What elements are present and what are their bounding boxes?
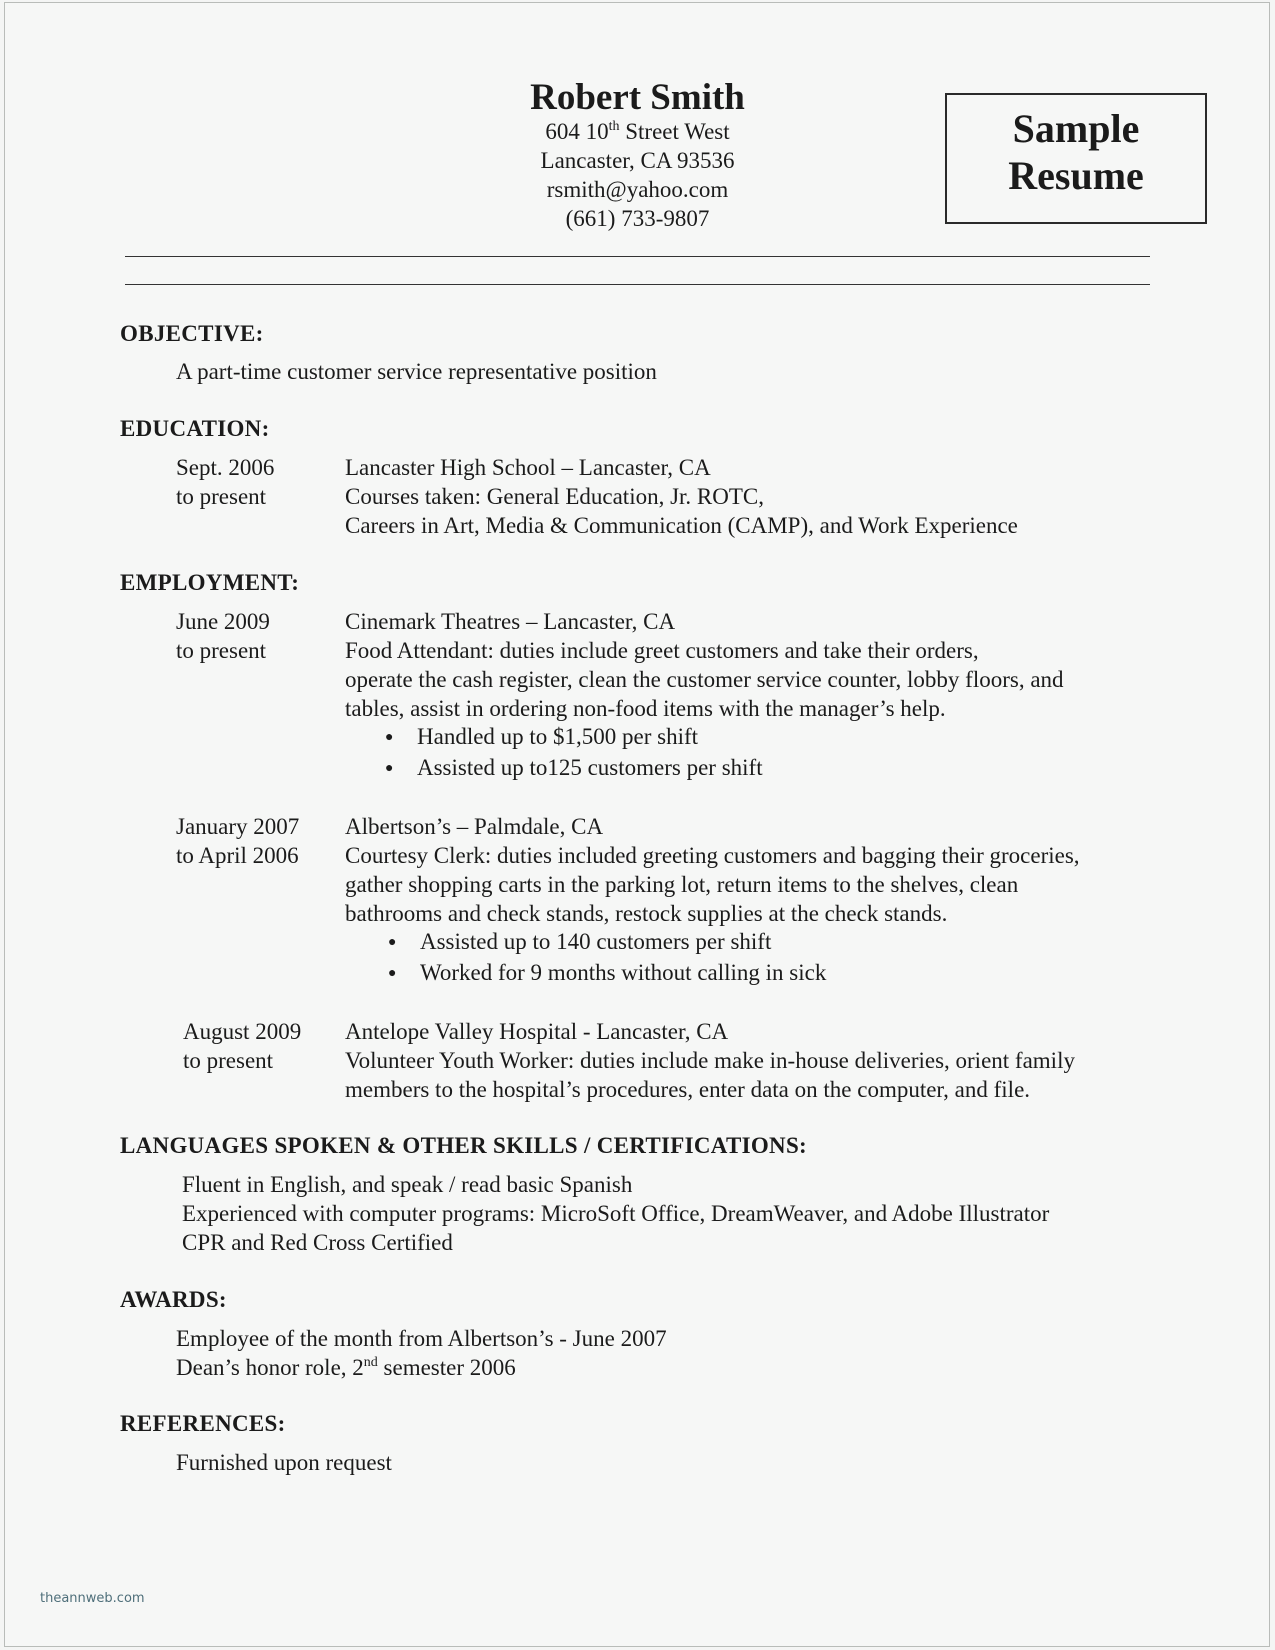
- job-employer: Albertson’s – Palmdale, CA: [345, 814, 604, 839]
- objective-heading: OBJECTIVE:: [120, 321, 264, 346]
- job-date-start: August 2009: [183, 1019, 302, 1044]
- references-heading: REFERENCES:: [120, 1411, 286, 1436]
- job-description: gather shopping carts in the parking lot, return items to the shelves, clean: [345, 872, 1019, 897]
- resume-name: Robert Smith: [530, 77, 745, 118]
- job-description: members to the hospital’s procedures, enter data on the computer, and file.: [345, 1077, 1031, 1102]
- objective-text: A part-time customer service representative position: [176, 359, 657, 384]
- job-description: tables, assist in ordering non-food items with the manager’s help.: [345, 696, 946, 721]
- education-date-end: to present: [176, 484, 267, 509]
- job-date-end: to present: [183, 1048, 274, 1073]
- job-date-start: June 2009: [176, 609, 270, 634]
- divider-line: [125, 256, 1150, 257]
- education-courses: Careers in Art, Media & Communication (CAMP), and Work Experience: [345, 513, 1018, 538]
- job-description: bathrooms and check stands, restock supplies at the check stands.: [345, 901, 948, 926]
- email-address: rsmith@yahoo.com: [546, 177, 729, 202]
- job-date-end: to April 2006: [176, 843, 299, 868]
- job-date-end: to present: [176, 638, 267, 663]
- phone-number: (661) 733-9807: [565, 206, 710, 231]
- award-line: Dean’s honor role, 2nd semester 2006: [176, 1355, 516, 1380]
- city-address: Lancaster, CA 93536: [540, 148, 735, 173]
- skill-line: CPR and Red Cross Certified: [182, 1230, 453, 1255]
- job-bullet: ● Assisted up to 140 customers per shift: [388, 929, 772, 954]
- job-description: Courtesy Clerk: duties included greeting customers and bagging their groceries,: [345, 843, 1080, 868]
- skills-heading: LANGUAGES SPOKEN & OTHER SKILLS / CERTIFICATIONS:: [120, 1133, 807, 1158]
- stamp-line-2: Resume: [1008, 153, 1144, 198]
- education-courses: Courses taken: General Education, Jr. ROTC,: [345, 484, 765, 509]
- references-text: Furnished upon request: [176, 1450, 392, 1475]
- job-description: Volunteer Youth Worker: duties include make in-house deliveries, orient family: [345, 1048, 1075, 1073]
- job-description: operate the cash register, clean the customer service counter, lobby floors, and: [345, 667, 1064, 692]
- stamp-line-1: Sample: [1012, 106, 1140, 151]
- job-employer: Antelope Valley Hospital - Lancaster, CA: [345, 1019, 729, 1044]
- job-bullet: ● Assisted up to125 customers per shift: [385, 755, 763, 780]
- education-date-start: Sept. 2006: [176, 455, 275, 480]
- sample-resume-label: [945, 93, 1207, 224]
- job-date-start: January 2007: [176, 814, 300, 839]
- job-employer: Cinemark Theatres – Lancaster, CA: [345, 609, 676, 634]
- job-description: Food Attendant: duties include greet customers and take their orders,: [345, 638, 979, 663]
- job-bullet: ● Worked for 9 months without calling in sick: [388, 960, 827, 985]
- street-address: 604 10th Street West: [545, 119, 730, 144]
- employment-heading: EMPLOYMENT:: [120, 570, 300, 595]
- skill-line: Fluent in English, and speak / read basic Spanish: [182, 1172, 633, 1197]
- award-line: Employee of the month from Albertson’s - June 2007: [176, 1326, 667, 1351]
- site-watermark: theannweb.com: [40, 1591, 145, 1606]
- divider-line: [125, 284, 1150, 285]
- skill-line: Experienced with computer programs: MicroSoft Office, DreamWeaver, and Adobe Illustrator: [182, 1201, 1050, 1226]
- education-school: Lancaster High School – Lancaster, CA: [345, 455, 711, 480]
- job-bullet: ● Handled up to $1,500 per shift: [385, 724, 699, 749]
- awards-heading: AWARDS:: [120, 1287, 227, 1312]
- education-heading: EDUCATION:: [120, 416, 270, 441]
